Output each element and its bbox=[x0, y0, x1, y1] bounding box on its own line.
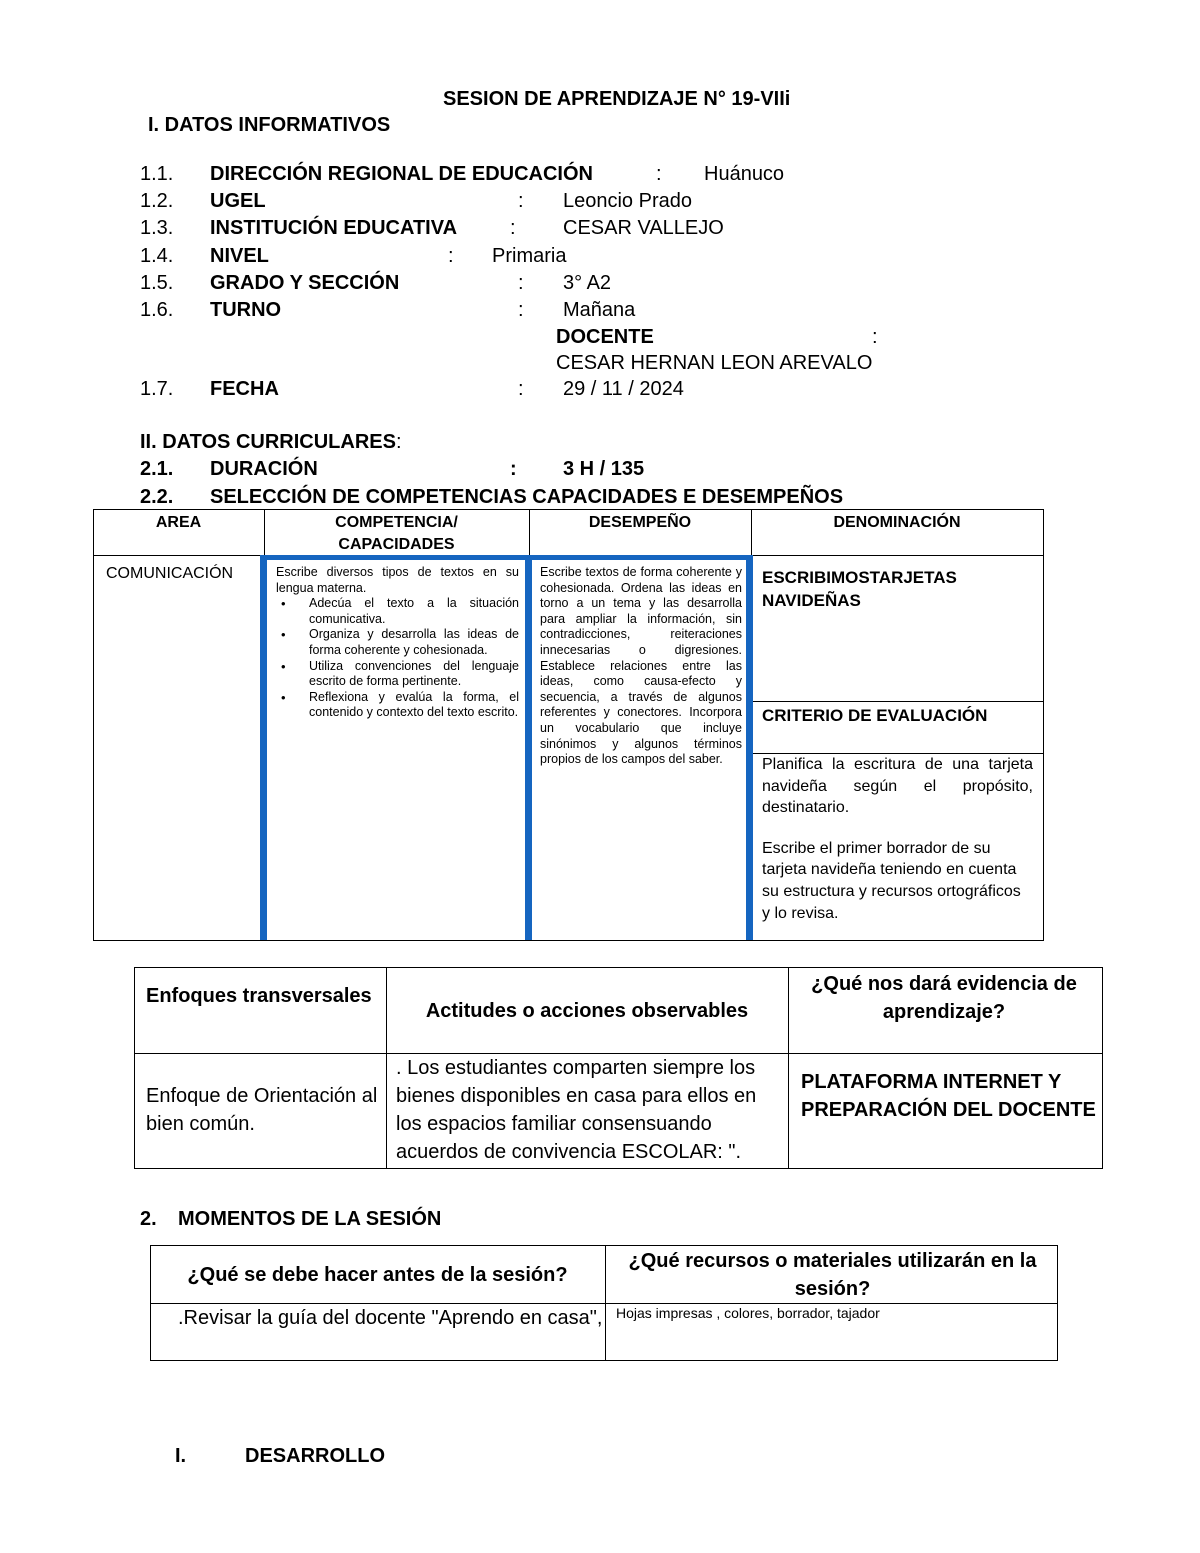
header-competencia-line1: COMPETENCIA/ bbox=[335, 514, 458, 531]
capacidad-item: • Reflexiona y evalúa la forma, el contenido y contexto del texto escrito. bbox=[309, 690, 519, 721]
competencias-table bbox=[93, 509, 1044, 941]
row-value: Primaria bbox=[492, 245, 567, 267]
capacidades-list bbox=[276, 596, 519, 721]
duration-number: 2.1. bbox=[140, 458, 174, 480]
duration-label: DURACIÓN bbox=[210, 458, 318, 480]
desempeno-cell: Escribe textos de forma coherente y cohesionada. Ordena las ideas en torno a un tema y las desarrolla para ampliar la información, sin contradicciones, reiteraciones innecesarias o digresiones. Establece relaciones entre las ideas, como causa-efecto y secuencia, a través de algunos referentes y conectores. Incorpora un vocabulario que incluye sinónimos y algunos términos propios de los campos del saber. bbox=[540, 565, 742, 767]
recursos-value: Hojas impresas , colores, borrador, tajador bbox=[616, 1305, 880, 1321]
duration-separator: : bbox=[510, 458, 517, 480]
section-heading-text: II. DATOS CURRICULARES bbox=[140, 431, 396, 453]
momentos-number: 2. bbox=[140, 1208, 157, 1230]
capacidad-item: • Organiza y desarrolla las ideas de forma coherente y cohesionada. bbox=[309, 627, 519, 658]
desarrollo-label: DESARROLLO bbox=[245, 1445, 385, 1467]
section-heading-datos-informativos: I. DATOS INFORMATIVOS bbox=[148, 114, 391, 136]
row-value: Huánuco bbox=[704, 163, 785, 185]
momentos-label: MOMENTOS DE LA SESIÓN bbox=[178, 1208, 442, 1230]
row-label-docente: DOCENTE bbox=[556, 326, 654, 348]
denominacion-value: ESCRIBIMOSTARJETAS NAVIDEÑAS bbox=[762, 568, 957, 610]
capacidad-item: • Adecúa el texto a la situación comunicativa. bbox=[309, 596, 519, 627]
row-label: UGEL bbox=[210, 190, 266, 212]
area-value: COMUNICACIÓN bbox=[106, 565, 234, 582]
header-competencia-line2: CAPACIDADES bbox=[338, 536, 455, 553]
header-actitudes: Actitudes o acciones observables bbox=[425, 1000, 749, 1022]
selection-number: 2.2. bbox=[140, 486, 174, 508]
section-heading-colon: : bbox=[395, 431, 402, 453]
row-separator: : bbox=[518, 190, 524, 212]
row-label: INSTITUCIÓN EDUCATIVA bbox=[210, 217, 458, 239]
header-area: AREA bbox=[155, 514, 202, 531]
row-value: CESAR VALLEJO bbox=[563, 217, 724, 239]
row-label: TURNO bbox=[210, 299, 282, 321]
criterio-1: Planifica la escritura de una tarjeta navideña según el propósito, destinatario. bbox=[762, 756, 1033, 817]
criterio-2: Escribe el primer borrador de su tarjeta navideña teniendo en cuenta su estructura y recursos ortográficos y lo revisa. bbox=[762, 839, 1021, 922]
row-separator: : bbox=[518, 272, 524, 294]
row-number: 1.1. bbox=[140, 163, 174, 185]
row-label: NIVEL bbox=[210, 245, 269, 267]
competencia-cell bbox=[276, 565, 519, 721]
row-separator: : bbox=[872, 326, 878, 348]
criterio-header: CRITERIO DE EVALUACIÓN bbox=[762, 706, 988, 725]
header-enfoques: Enfoques transversales bbox=[146, 985, 372, 1007]
evidencia-value: PLATAFORMA INTERNET Y PREPARACIÓN DEL DOCENTE bbox=[801, 1071, 1096, 1121]
momentos-table bbox=[150, 1245, 1058, 1361]
row-separator: : bbox=[518, 378, 524, 400]
row-separator: : bbox=[448, 245, 454, 267]
row-value: Leoncio Prado bbox=[563, 190, 692, 212]
header-competencia bbox=[264, 512, 529, 556]
competencia-intro: Escribe diversos tipos de textos en su lengua materna. bbox=[276, 565, 519, 595]
row-number: 1.3. bbox=[140, 217, 174, 239]
row-separator: : bbox=[656, 163, 662, 185]
row-label: DIRECCIÓN REGIONAL DE EDUCACIÓN bbox=[210, 163, 593, 185]
row-number: 1.6. bbox=[140, 299, 174, 321]
document-title: SESION DE APRENDIZAJE N° 19-VIIi bbox=[443, 88, 791, 110]
row-number: 1.4. bbox=[140, 245, 174, 267]
capacidad-item: • Utiliza convenciones del lenguaje escrito de forma pertinente. bbox=[309, 659, 519, 690]
row-separator: : bbox=[510, 217, 516, 239]
header-desempeno: DESEMPEÑO bbox=[588, 514, 692, 531]
row-value: 29 / 11 / 2024 bbox=[563, 378, 684, 400]
section-heading-datos-curriculares bbox=[140, 431, 402, 454]
enfoque-value: Enfoque de Orientación al bien común. bbox=[146, 1085, 378, 1135]
row-value: 3° A2 bbox=[563, 272, 612, 294]
header-denominacion: DENOMINACIÓN bbox=[833, 514, 961, 531]
row-separator: : bbox=[518, 299, 524, 321]
header-evidencia: ¿Qué nos dará evidencia de aprendizaje? bbox=[811, 973, 1077, 1023]
actitudes-value: . Los estudiantes comparten siempre los bienes disponibles en casa para ellos en los espacios familiar consensuando acuerdos de convivencia ESCOLAR: ". bbox=[396, 1057, 757, 1163]
row-number: 1.5. bbox=[140, 272, 174, 294]
row-value-docente: CESAR HERNAN LEON AREVALO bbox=[556, 352, 873, 374]
header-recursos: ¿Qué recursos o materiales utilizarán en la sesión? bbox=[628, 1250, 1037, 1300]
row-number: 1.7. bbox=[140, 378, 174, 400]
desarrollo-number: I. bbox=[175, 1445, 187, 1467]
duration-value: 3 H / 135 bbox=[563, 458, 645, 480]
criterio-cell bbox=[762, 754, 1033, 924]
row-number: 1.2. bbox=[140, 190, 174, 212]
antes-sesion-value: .Revisar la guía del docente "Aprendo en casa", bbox=[178, 1307, 603, 1329]
enfoques-table bbox=[134, 967, 1103, 1169]
row-label: GRADO Y SECCIÓN bbox=[210, 272, 400, 294]
selection-label: SELECCIÓN DE COMPETENCIAS CAPACIDADES E DESEMPEÑOS bbox=[210, 486, 844, 508]
header-antes-sesion: ¿Qué se debe hacer antes de la sesión? bbox=[187, 1264, 568, 1286]
row-value: Mañana bbox=[563, 299, 636, 321]
row-label: FECHA bbox=[210, 378, 279, 400]
